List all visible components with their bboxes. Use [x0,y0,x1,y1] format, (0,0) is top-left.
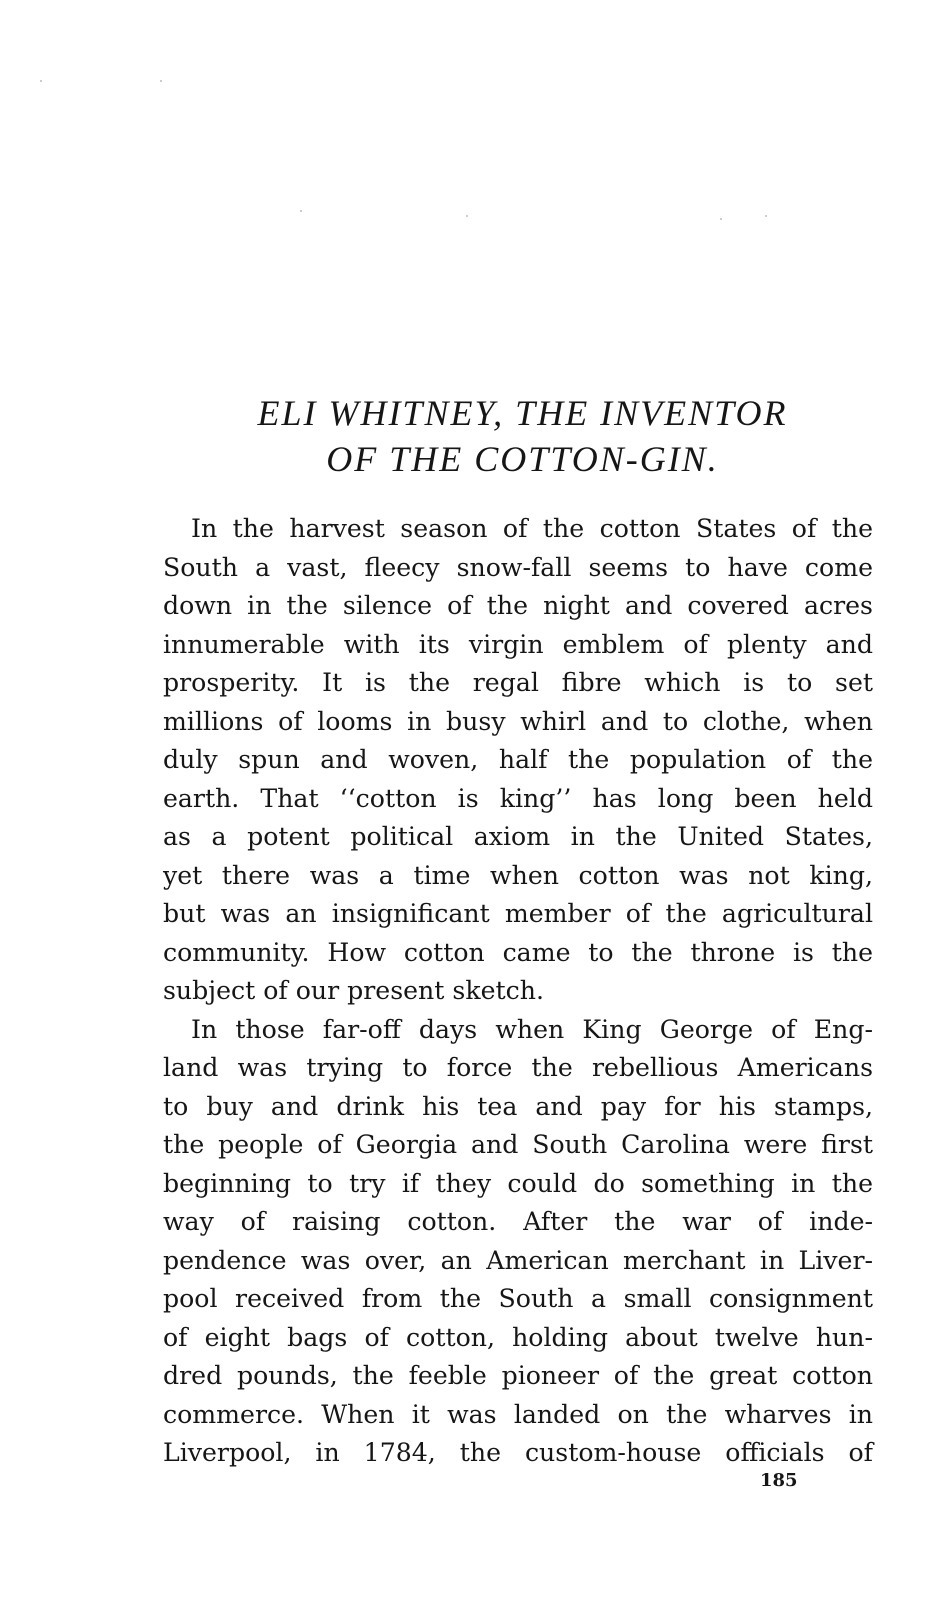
scan-speck [40,80,42,82]
paragraph-2-line: commerce. When it was landed on the wharves in [163,1399,873,1429]
paragraph-1-line: innumerable with its virgin emblem of plenty and [163,629,873,659]
page-number: 185 [760,1470,798,1491]
paragraph-2-line: Liverpool, in 1784, the custom-house officials of [163,1438,873,1467]
paragraph-1-line: prosperity. It is the regal fibre which is to set [163,668,873,697]
scan-speck [160,80,162,82]
paragraph-2-line: pendence was over, an American merchant in Liver- [163,1245,873,1275]
scan-speck [466,215,468,217]
paragraph-2-line: In those far-off days when King George of Eng- [191,1014,873,1044]
paragraph-1-line: subject of our present sketch. [163,976,544,1005]
paragraph-2-line: way of raising cotton. After the war of inde- [163,1207,873,1236]
scan-speck [765,215,767,217]
paragraph-2-line: to buy and drink his tea and pay for his stamps, [163,1091,873,1121]
chapter-title-line-2: OF THE COTTON-GIN. [326,439,719,479]
paragraph-1-line: community. How cotton came to the throne is the [163,937,873,967]
paragraph-1-line: earth. That ‘‘cotton is king’’ has long been held [163,783,873,813]
paragraph-2-line: pool received from the South a small consignment [163,1284,873,1313]
paragraph-2-line: of eight bags of cotton, holding about twelve hun- [163,1322,873,1352]
paragraph-2-line: dred pounds, the feeble pioneer of the great cotton [163,1361,873,1390]
paragraph-1-line: South a vast, fleecy snow-fall seems to have come [163,552,873,582]
paragraph-1-line: down in the silence of the night and covered acres [163,591,873,620]
paragraph-1-line: yet there was a time when cotton was not king, [163,860,873,890]
paragraph-2-line: beginning to try if they could do something in the [163,1168,873,1198]
chapter-title [160,390,885,482]
scan-speck [300,210,302,212]
chapter-title-line-1: ELI WHITNEY, THE INVENTOR [257,393,788,433]
paragraph-1-line: millions of looms in busy whirl and to clothe, when [163,706,873,736]
paragraph-2-line: land was trying to force the rebellious Americans [163,1053,873,1082]
paragraph-1-line: but was an insignificant member of the agricultural [163,899,873,928]
body-text [163,510,873,1473]
paragraph-1-line: as a potent political axiom in the United States, [163,822,873,851]
paragraph-1-line: duly spun and woven, half the population of the [163,745,873,774]
paragraph-1-line: In the harvest season of the cotton States of the [191,514,873,543]
scan-speck [720,218,722,220]
paragraph-2-line: the people of Georgia and South Carolina were first [163,1130,873,1159]
